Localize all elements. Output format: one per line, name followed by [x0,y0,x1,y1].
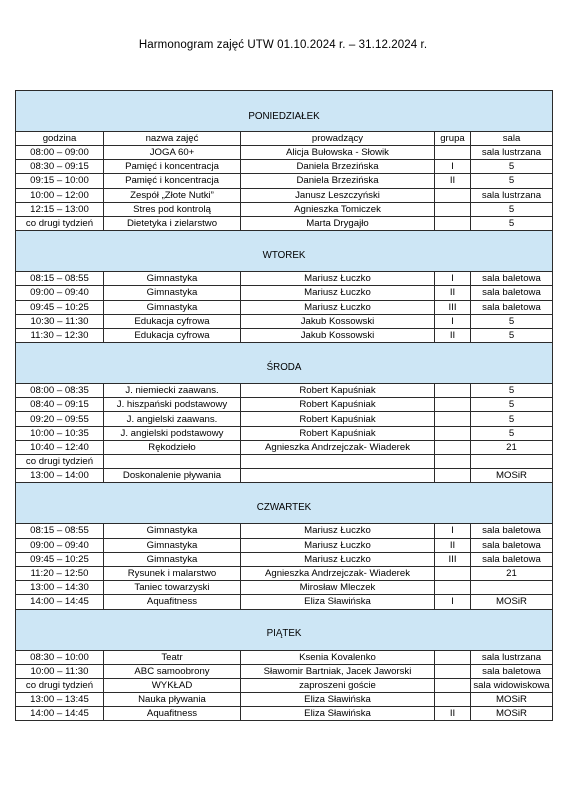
group-cell: I [435,595,471,609]
group-cell [435,202,471,216]
group-cell: I [435,272,471,286]
column-header: grupa [435,132,471,146]
class-name-cell: Gimnastyka [104,552,241,566]
table-row [16,538,553,552]
day-name: WTOREK [262,249,306,261]
room-cell: sala lustrzana [471,146,553,160]
time-cell: 09:15 – 10:00 [16,174,104,188]
group-cell [435,566,471,580]
table-row [16,160,553,174]
group-cell: I [435,314,471,328]
document-title: Harmonogram zajęć UTW 01.10.2024 r. – 31.12.2024 r. [138,39,428,51]
room-cell: 5 [471,174,553,188]
time-cell: 09:00 – 09:40 [16,286,104,300]
table-row [16,412,553,426]
group-cell [435,440,471,454]
instructor-cell: Jakub Kossowski [241,314,435,328]
room-cell: 5 [471,384,553,398]
class-name-cell: Gimnastyka [104,300,241,314]
room-cell: MOSiR [471,595,553,609]
instructor-cell: Janusz Leszczyński [241,188,435,202]
instructor-cell: Mariusz Łuczko [241,552,435,566]
day-name: PIĄTEK [266,628,302,639]
time-cell: 11:20 – 12:50 [16,566,104,580]
column-header: nazwa zajęć [104,132,241,146]
group-cell [435,678,471,692]
time-cell: 14:00 – 14:45 [16,707,104,721]
class-name-cell: J. niemiecki zaawans. [104,384,241,398]
group-cell [435,426,471,440]
table-row [16,552,553,566]
instructor-cell: Eliza Sławińska [241,693,435,707]
class-name-cell: Stres pod kontrolą [104,202,241,216]
class-name-cell: WYKŁAD [104,678,241,692]
table-row [16,272,553,286]
class-name-cell: Zespół „Złote Nutki” [104,188,241,202]
class-name-cell: Pamięć i koncentracja [104,160,241,174]
instructor-cell: Jakub Kossowski [241,328,435,342]
room-cell: MOSiR [471,469,553,483]
class-name-cell: J. hiszpański podstawowy [104,398,241,412]
class-name-cell: Edukacja cyfrowa [104,314,241,328]
room-cell: sala baletowa [471,664,553,678]
instructor-cell: Mariusz Łuczko [241,300,435,314]
time-cell: 09:00 – 09:40 [16,538,104,552]
room-cell: MOSiR [471,693,553,707]
time-cell: co drugi tydzień [16,678,104,692]
day-header [16,343,553,384]
class-name-cell: Gimnastyka [104,272,241,286]
group-cell [435,455,471,469]
table-row [16,398,553,412]
table-row [16,566,553,580]
instructor-cell: Alicja Bułowska - Słowik [241,146,435,160]
room-cell: 5 [471,328,553,342]
time-cell: 08:15 – 08:55 [16,272,104,286]
time-cell: co drugi tydzień [16,216,104,230]
class-name-cell: Rysunek i malarstwo [104,566,241,580]
time-cell: 10:00 – 12:00 [16,188,104,202]
room-cell: sala baletowa [471,286,553,300]
table-row [16,524,553,538]
class-name-cell: J. angielski podstawowy [104,426,241,440]
table-row [16,426,553,440]
class-name-cell: Taniec towarzyski [104,581,241,595]
instructor-cell: Robert Kapuśniak [241,426,435,440]
table-row [16,328,553,342]
table-row [16,595,553,609]
class-name-cell [104,455,241,469]
instructor-cell: Robert Kapuśniak [241,398,435,412]
group-cell [435,664,471,678]
group-cell [435,216,471,230]
class-name-cell: Dietetyka i zielarstwo [104,216,241,230]
day-name: CZWARTEK [256,501,312,513]
room-cell: 5 [471,314,553,328]
table-row [16,707,553,721]
time-cell: 13:00 – 13:45 [16,693,104,707]
table-row [16,174,553,188]
room-cell: sala lustrzana [471,650,553,664]
time-cell: 12:15 – 13:00 [16,202,104,216]
group-cell [435,384,471,398]
time-cell: 08:15 – 08:55 [16,524,104,538]
class-name-cell: Edukacja cyfrowa [104,328,241,342]
class-name-cell: Aquafitness [104,707,241,721]
room-cell: 5 [471,426,553,440]
instructor-cell: zaproszeni goście [241,678,435,692]
room-cell: sala lustrzana [471,188,553,202]
instructor-cell: Mariusz Łuczko [241,286,435,300]
room-cell: 5 [471,398,553,412]
group-cell: III [435,552,471,566]
class-name-cell: Nauka pływania [104,693,241,707]
room-cell: 5 [471,412,553,426]
table-row [16,693,553,707]
room-cell: sala baletowa [471,538,553,552]
class-name-cell: ABC samoobrony [104,664,241,678]
group-cell [435,398,471,412]
table-row [16,286,553,300]
day-header-row [16,91,553,132]
day-name: PONIEDZIAŁEK [248,110,320,122]
column-header: godzina [16,132,104,146]
time-cell: 09:45 – 10:25 [16,552,104,566]
group-cell [435,146,471,160]
room-cell: sala baletowa [471,272,553,286]
time-cell: 13:00 – 14:00 [16,469,104,483]
group-cell [435,650,471,664]
time-cell: 09:45 – 10:25 [16,300,104,314]
room-cell: 21 [471,440,553,454]
day-header [16,91,553,132]
time-cell: 08:30 – 09:15 [16,160,104,174]
table-row [16,202,553,216]
room-cell [471,455,553,469]
room-cell: sala baletowa [471,552,553,566]
time-cell: 10:00 – 10:35 [16,426,104,440]
instructor-cell: Agnieszka Andrzejczak- Wiaderek [241,566,435,580]
day-header [16,483,553,524]
day-header [16,609,553,650]
instructor-cell: Mariusz Łuczko [241,538,435,552]
time-cell: 08:40 – 09:15 [16,398,104,412]
day-header-row [16,343,553,384]
class-name-cell: JOGA 60+ [104,146,241,160]
time-cell: 09:20 – 09:55 [16,412,104,426]
group-cell: II [435,707,471,721]
table-row [16,146,553,160]
group-cell: II [435,538,471,552]
table-row [16,581,553,595]
instructor-cell: Eliza Sławińska [241,595,435,609]
room-cell: sala baletowa [471,524,553,538]
instructor-cell [241,469,435,483]
room-cell [471,581,553,595]
class-name-cell: Pamięć i koncentracja [104,174,241,188]
table-row [16,664,553,678]
time-cell: 11:30 – 12:30 [16,328,104,342]
table-row [16,440,553,454]
instructor-cell: Robert Kapuśniak [241,412,435,426]
group-cell [435,188,471,202]
day-header-row [16,609,553,650]
instructor-cell: Marta Drygajło [241,216,435,230]
day-header [16,231,553,272]
group-cell: II [435,286,471,300]
time-cell: 08:00 – 08:35 [16,384,104,398]
group-cell: II [435,174,471,188]
schedule-table [15,90,553,721]
instructor-cell: Sławomir Bartniak, Jacek Jaworski [241,664,435,678]
class-name-cell: Gimnastyka [104,286,241,300]
class-name-cell: Doskonalenie pływania [104,469,241,483]
day-name: ŚRODA [266,361,302,373]
instructor-cell: Ksenia Kovalenko [241,650,435,664]
day-header-row [16,483,553,524]
time-cell: 13:00 – 14:30 [16,581,104,595]
day-header-row [16,231,553,272]
class-name-cell: Gimnastyka [104,538,241,552]
instructor-cell: Daniela Brzezińska [241,160,435,174]
table-row [16,678,553,692]
time-cell: 14:00 – 14:45 [16,595,104,609]
table-row [16,188,553,202]
class-name-cell: J. angielski zaawans. [104,412,241,426]
time-cell: 10:30 – 11:30 [16,314,104,328]
group-cell [435,693,471,707]
time-cell: co drugi tydzień [16,455,104,469]
column-header-row [16,132,553,146]
instructor-cell: Robert Kapuśniak [241,384,435,398]
table-row [16,216,553,230]
table-row [16,469,553,483]
time-cell: 08:30 – 10:00 [16,650,104,664]
room-cell: 21 [471,566,553,580]
group-cell [435,469,471,483]
instructor-cell: Mariusz Łuczko [241,524,435,538]
table-row [16,455,553,469]
group-cell: II [435,328,471,342]
class-name-cell: Teatr [104,650,241,664]
time-cell: 08:00 – 09:00 [16,146,104,160]
group-cell [435,581,471,595]
group-cell: I [435,160,471,174]
room-cell: MOSiR [471,707,553,721]
instructor-cell: Eliza Sławińska [241,707,435,721]
instructor-cell: Mirosław Mleczek [241,581,435,595]
column-header: sala [471,132,553,146]
instructor-cell: Daniela Brzezińska [241,174,435,188]
table-row [16,314,553,328]
group-cell: III [435,300,471,314]
instructor-cell [241,455,435,469]
table-row [16,384,553,398]
time-cell: 10:00 – 11:30 [16,664,104,678]
room-cell: 5 [471,202,553,216]
instructor-cell: Mariusz Łuczko [241,272,435,286]
table-row [16,650,553,664]
instructor-cell: Agnieszka Tomiczek [241,202,435,216]
class-name-cell: Aquafitness [104,595,241,609]
group-cell: I [435,524,471,538]
room-cell: sala baletowa [471,300,553,314]
room-cell: 5 [471,160,553,174]
time-cell: 10:40 – 12:40 [16,440,104,454]
class-name-cell: Gimnastyka [104,524,241,538]
table-row [16,300,553,314]
room-cell: sala widowiskowa [471,678,553,692]
group-cell [435,412,471,426]
column-header: prowadzący [241,132,435,146]
class-name-cell: Rękodzieło [104,440,241,454]
instructor-cell: Agnieszka Andrzejczak- Wiaderek [241,440,435,454]
room-cell: 5 [471,216,553,230]
